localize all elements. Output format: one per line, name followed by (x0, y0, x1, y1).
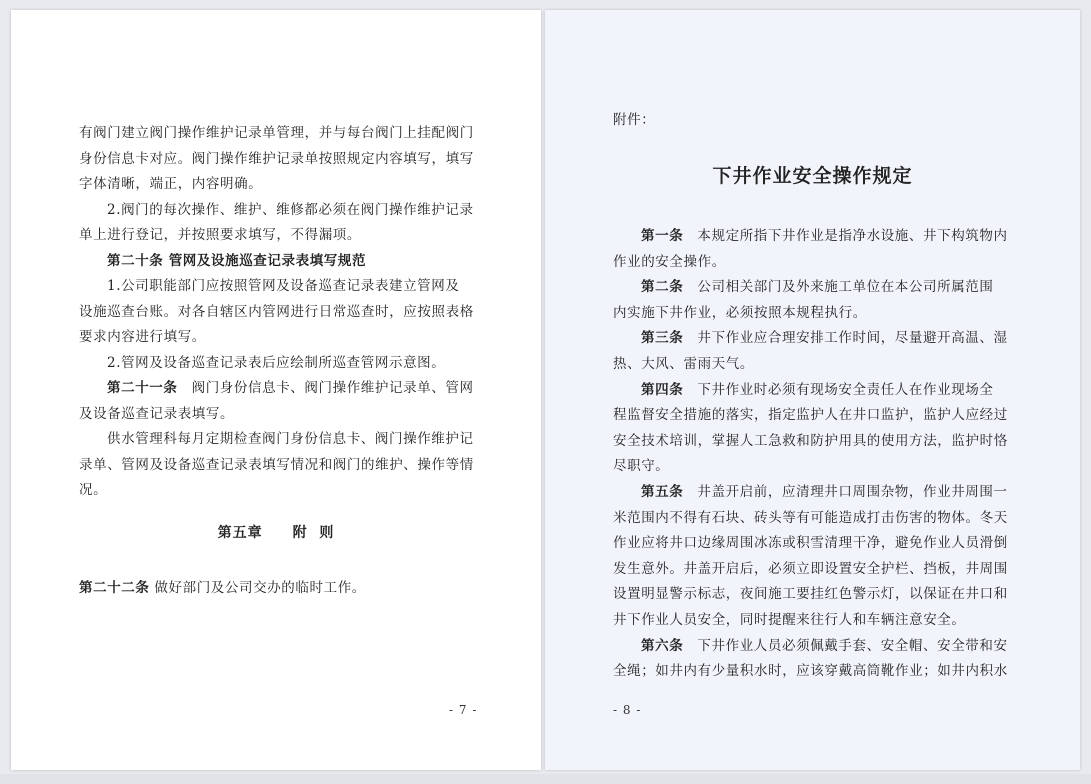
left-page-line: 2.管网及设备巡查记录表后应绘制所巡查管网示意图。 (107, 354, 446, 371)
document-page-right (545, 10, 1080, 770)
document-page-left (11, 10, 541, 770)
left-page-line: 设施巡查台账。对各自辖区内管网进行日常巡查时，应按照表格 (79, 303, 474, 320)
document-title: 下井作业安全操作规定 (712, 165, 913, 187)
attachment-label: 附件： (613, 112, 656, 128)
right-page-line: 热、大风、雷雨天气。 (613, 356, 754, 372)
right-page-line (641, 329, 1008, 347)
left-page-line: 单上进行登记，并按照要求填写，不得漏项。 (79, 227, 361, 243)
left-page-line: 录单、管网及设备巡查记录表填写情况和阀门的维护、操作等情 (79, 456, 474, 473)
right-page-line: 作业应将井口边缘周围冰冻或积雪清理干净，避免作业人员滑倒 (613, 535, 1008, 552)
right-page-line: 发生意外。井盖开启后，必须立即设置安全护栏、挡板，井周围 (613, 560, 1008, 577)
article-label: 第四条 (641, 381, 684, 398)
right-page-line (641, 637, 1008, 655)
right-page-line: 作业的安全操作。 (613, 253, 726, 270)
right-page-line: 米范围内不得有石块、砖头等有可能造成打击伤害的物体。冬天 (613, 509, 1008, 526)
left-page-line: 2.阀门的每次操作、维护、维修都必须在阀门操作维护记录 (107, 201, 474, 218)
right-page-line: 安全技术培训，掌握人工急救和防护用具的使用方法，监护时恪 (613, 432, 1008, 449)
article-22-label: 第二十二条 (79, 580, 150, 596)
right-page-line (641, 381, 994, 399)
article-label: 第二条 (641, 279, 684, 296)
left-page-line: 第二十条 管网及设施巡查记录表填写规范 (107, 252, 367, 269)
left-page-line: 供水管理科每月定期检查阀门身份信息卡、阀门操作维护记 (107, 431, 474, 447)
left-page-line: 及设备巡查记录表填写。 (79, 405, 235, 422)
article-text: 井盖开启前，应清理井口周围杂物，作业井周围一 (683, 484, 1008, 500)
article-label: 第五条 (641, 484, 684, 500)
article-text: 下井作业时必须有现场安全责任人在作业现场全 (683, 381, 994, 398)
chapter-heading (11, 522, 541, 542)
article-label: 第一条 (641, 228, 684, 244)
right-page-line: 井下作业人员安全，同时提醒来往行人和车辆注意安全。 (613, 612, 966, 628)
article-22 (79, 579, 366, 597)
article-text: 本规定所指下井作业是指净水设施、井下构筑物内 (683, 228, 1008, 244)
right-page-line: 内实施下井作业，必须按照本规程执行。 (613, 304, 867, 321)
article-label: 第三条 (641, 330, 684, 347)
chapter-title: 附 则 (292, 525, 335, 541)
left-page-line: 身份信息卡对应。阀门操作维护记录单按照规定内容填写，填写 (79, 150, 474, 167)
page-number-left: - 7 - (449, 703, 478, 717)
left-page-line: 要求内容进行填写。 (79, 329, 206, 345)
article-label: 第六条 (641, 637, 684, 654)
right-page-line: 设置明显警示标志，夜间施工要挂红色警示灯，以保证在井口和 (613, 586, 1008, 603)
line-text: 第二十一条 阀门身份信息卡、阀门操作维护记录单、管网 (107, 380, 474, 396)
article-text: 公司相关部门及外来施工单位在本公司所属范围 (683, 279, 994, 296)
left-page-line: 有阀门建立阀门操作维护记录单管理，并与每台阀门上挂配阀门 (79, 125, 474, 141)
page-number-right: - 8 - (613, 703, 642, 717)
left-page-line: 况。 (79, 482, 108, 498)
chapter-number: 第五章 (217, 525, 263, 541)
right-page-line (641, 278, 994, 296)
viewer-bottom-strip (0, 774, 1091, 784)
article-22-text: 做好部门及公司交办的临时工作。 (149, 580, 366, 596)
left-page-line: 1.公司职能部门应按照管网及设备巡查记录表建立管网及 (107, 278, 460, 294)
article-text: 井下作业应合理安排工作时间，尽量避开高温、湿 (683, 330, 1008, 347)
right-page-line: 程监督安全措施的落实，指定监护人在井口监护，监护人应经过 (613, 407, 1008, 424)
left-page-line (107, 379, 474, 397)
article-text: 下井作业人员必须佩戴手套、安全帽、安全带和安 (683, 637, 1008, 654)
right-page-line: 全绳；如井内有少量积水时，应该穿戴高筒靴作业；如井内积水 (613, 663, 1008, 680)
left-page-line: 字体清晰，端正，内容明确。 (79, 176, 263, 192)
right-page-line: 尽职守。 (613, 458, 670, 475)
right-page-line (641, 483, 1008, 501)
right-page-line (641, 227, 1008, 245)
